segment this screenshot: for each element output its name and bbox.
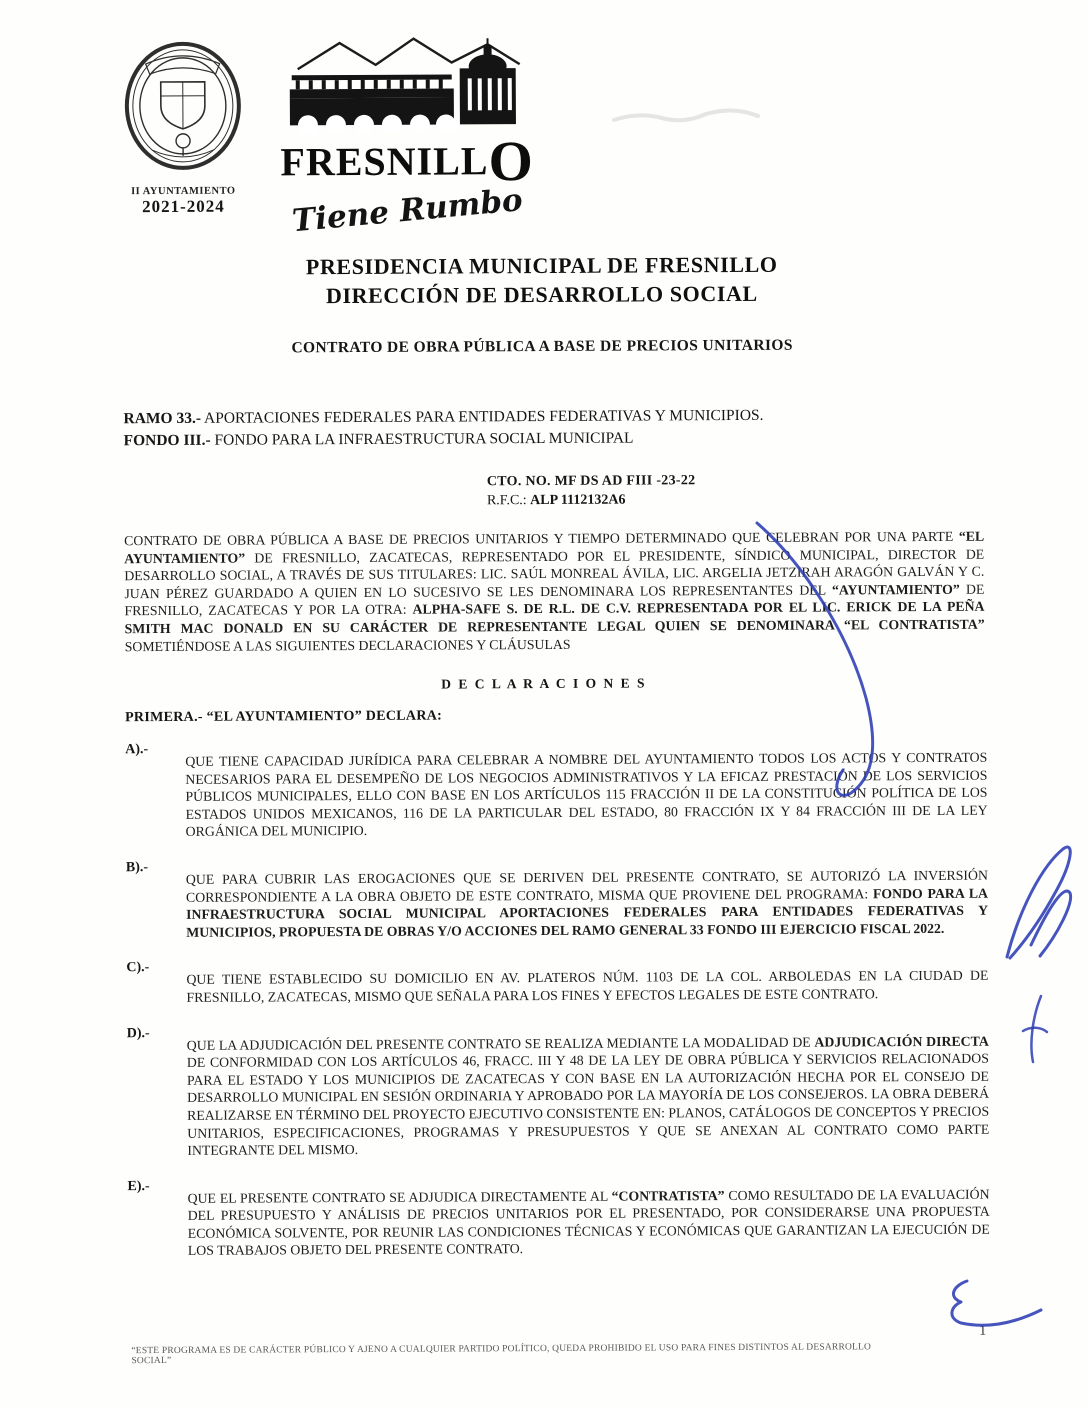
declaration-text: QUE EL PRESENTE CONTRATO SE ADJUDICA DIRECTAMENTE AL “CONTRATISTA” COMO RESULTADO DE LA EVALUACIÓN DEL PRESUPUESTO Y ANÁLISIS DE PRECIOS UNITARIOS POR EL PRESENTADO, POR CONSIDERARSE UNA PROPUESTA ECONÓMICA SOLVENTE, POR REUNIR LAS CONDICIONES TÉCNICAS Y ECONÓMICAS QUE GARANTIZAN LA EJECUCIÓN DE LOS TRABAJOS OBJETO DEL PRESENTE CONTRATO.: [187, 1186, 990, 1259]
declaration-text: QUE LA ADJUDICACIÓN DEL PRESENTE CONTRATO SE REALIZA MEDIANTE LA MODALIDAD DE ADJUDICACIÓN DIRECTA DE CONFORMIDAD CON LOS ARTÍCULOS 46, FRACC. III Y 48 DE LA LEY DE OBRA PÚBLICA Y SERVICIOS RELACIONADOS PARA EL ESTADO Y LOS MUNICIPIOS DE ZACATECAS Y CON BASE EN LA AUTORIZACIÓN HECHA POR EL CONSEJO DE DESARROLLO MUNICIPAL EN SESIÓN ORDINARIA Y APROBADO POR LA MAYORÍA DE LOS CONSEJEROS. LA OBRA DEBERÁ REALIZARSE EN TÉRMINO DEL PROYECTO EJECUTIVO CONSISTENTE EN: PLANOS, CATÁLOGOS DE CONCEPTOS Y PRECIOS UNITARIOS, ESPECIFICACIONES, PROGRAMAS Y PRESUPUESTOS Y QUE SE ANEXAN AL CONTRATO COMO PARTE INTEGRANTE DEL MISMO.: [186, 1033, 990, 1158]
brand-tagline: Tiene Rumbo: [290, 182, 525, 240]
brand-name: [277, 130, 537, 194]
document-subtitle: CONTRATO DE OBRA PÚBLICA A BASE DE PRECIOS UNITARIOS: [291, 336, 793, 357]
declaration-item-b: [126, 856, 988, 942]
seal-years: 2021-2024: [141, 196, 225, 217]
rfc-line: [487, 491, 696, 511]
intro-paragraph: CONTRATO DE OBRA PÚBLICA A BASE DE PRECIOS UNITARIOS Y TIEMPO DETERMINADO QUE CELEBRAN POR UNA PARTE “EL AYUNTAMIENTO” DE FRESNILLO, ZACATECAS, REPRESENTADO POR EL PRESIDENTE, SÍNDICO MUNICIPAL, DIRECTOR DE DESARROLLO SOCIAL, A TRAVÉS DE SUS TITULARES: LIC. SAÚL MONREAL ÁVILA, LIC. ARGELIA JETZIRAH ARAGÓN GALVÁN Y C. JUAN PÉREZ GUARDADO A QUIEN EN LO SUCESIVO SE LES DENOMINARA LOS REPRESENTANTES DEL “AYUNTAMIENTO” DE FRESNILLO, ZACATECAS Y POR LA OTRA: ALPHA-SAFE S. DE R.L. DE C.V. REPRESENTADA POR EL LIC. ERICK DE LA PEÑA SMITH MAC DONALD EN SU CARÁCTER DE REPRESENTANTE LEGAL QUIEN SE DENOMINARA “EL CONTRATISTA” SOMETIÉNDOSE A LAS SIGUIENTES DECLARACIONES Y CLÁUSULAS: [124, 528, 985, 654]
municipal-seal-icon: [122, 38, 245, 179]
brand-name-o: O: [488, 130, 535, 194]
contract-number-block: [487, 472, 696, 511]
declaration-item-e: [127, 1174, 989, 1260]
declaration-label: E).-: [127, 1178, 150, 1194]
declaration-item-c: [126, 956, 988, 1007]
page-number: 1: [979, 1323, 987, 1339]
declarations-list: [125, 738, 990, 1280]
declaration-item-d: [127, 1021, 990, 1160]
fondo-line: FONDO III.- FONDO PARA LA INFRAESTRUCTURA SOCIAL MUNICIPAL: [123, 429, 634, 449]
primera-heading: PRIMERA.- “EL AYUNTAMIENTO” DECLARA:: [125, 708, 443, 726]
declaration-text: QUE TIENE CAPACIDAD JURÍDICA PARA CELEBRAR A NOMBRE DEL AYUNTAMIENTO TODOS LOS ACTOS Y CONTRATOS NECESARIOS PARA EL DESEMPEÑO DE LOS NEGOCIOS ADMINISTRATIVOS Y LA EFICAZ PRESTACIÓN DE LOS SERVICIOS PÚBLICOS MUNICIPALES, ELLO CON BASE EN LOS ARTÍCULOS 115 FRACCIÓN II DE LA CONSTITUCIÓN POLÍTICA DE LOS ESTADOS UNIDOS MEXICANOS, 116 DE LA PARTICULAR DEL ESTADO, 80 FRACCIÓN IX Y 84 FRACCIÓN III DE LA LEY ORGÁNICA DEL MUNICIPIO.: [185, 749, 988, 840]
contract-number: CTO. NO. MF DS AD FIII -23-22: [486, 473, 696, 490]
declaration-label: D).-: [126, 1025, 150, 1041]
title-line1: PRESIDENCIA MUNICIPAL DE FRESNILLO: [305, 251, 778, 280]
footer-disclaimer: “ESTE PROGRAMA ES DE CARÁCTER PÚBLICO Y AJENO A CUALQUIER PARTIDO POLÍTICO, QUEDA PROHIBIDO EL USO PARA FINES DISTINTOS AL DESARROLLO SOCIAL”: [131, 1342, 872, 1367]
fresnillo-logo-block: [276, 32, 537, 240]
declarations-heading: D E C L A R A C I O N E S: [441, 675, 647, 692]
seal-caption: II AYUNTAMIENTO: [131, 185, 236, 198]
bridge-monument-icon: [281, 32, 532, 133]
rfc-value: ALP 1112132A6: [530, 492, 626, 508]
declaration-text: QUE TIENE ESTABLECIDO SU DOMICILIO EN AV. PLATEROS NÚM. 1103 DE LA COL. ARBOLEDAS EN LA CIUDAD DE FRESNILLO, ZACATECAS, MISMO QUE SEÑALA PARA LOS FINES Y EFECTOS LEGALES DE ESTE CONTRATO.: [186, 968, 989, 1005]
brand-name-main: FRESNILL: [280, 138, 489, 185]
ramo-line: RAMO 33.- APORTACIONES FEDERALES PARA ENTIDADES FEDERATIVAS Y MUNICIPIOS.: [123, 406, 764, 428]
declaration-label: A).-: [125, 742, 149, 758]
title-line2: DIRECCIÓN DE DESARROLLO SOCIAL: [325, 280, 758, 308]
declaration-label: C).-: [126, 960, 150, 976]
rfc-label: R.F.C.:: [486, 492, 531, 509]
municipal-seal-block: [119, 38, 248, 218]
declaration-label: B).-: [125, 860, 149, 876]
program-block: [123, 404, 985, 452]
declaration-item-a: [125, 738, 988, 841]
document-title: [62, 249, 1022, 311]
declaration-text: QUE PARA CUBRIR LAS EROGACIONES QUE SE DERIVEN DEL PRESENTE CONTRATO, SE AUTORIZÓ LA INVERSIÓN CORRESPONDIENTE A LA OBRA OBJETO DE ESTE CONTRATO, MISMA QUE PROVIENE DEL PROGRAMA: FONDO PARA LA INFRAESTRUCTURA SOCIAL MUNICIPAL APORTACIONES FEDERALES PARA ENTIDADES FEDERATIVAS Y MUNICIPIOS, PROPUESTA DE OBRAS Y/O ACCIONES DEL RAMO GENERAL 33 FONDO III EJERCICIO FISCAL 2022.: [185, 867, 989, 940]
